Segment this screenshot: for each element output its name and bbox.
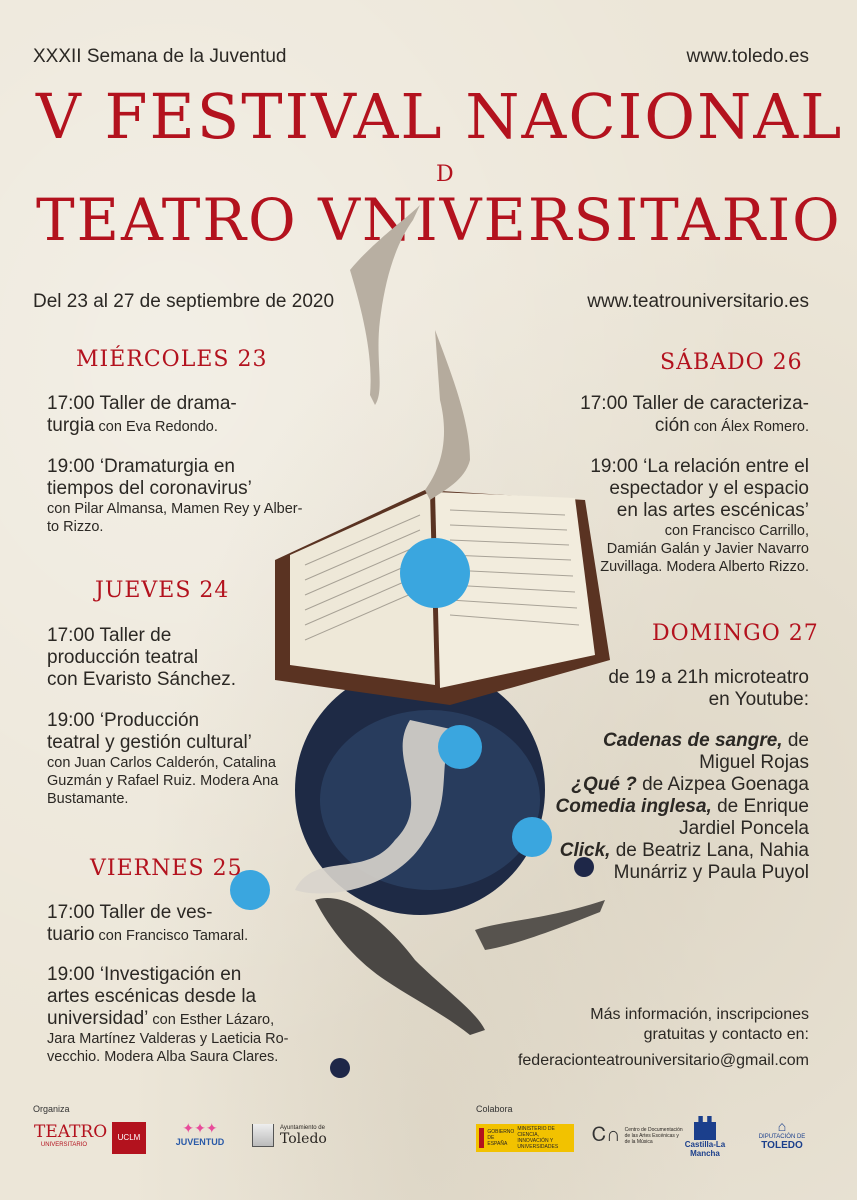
- work-item: Comedia inglesa, de Enrique: [555, 796, 809, 817]
- event-text: turgia con Eva Redondo.: [47, 415, 218, 436]
- event-speakers: con Pilar Almansa, Mamen Rey y Alber-: [47, 501, 303, 517]
- event-speakers: Jara Martínez Valderas y Laeticia Ro-: [47, 1031, 289, 1047]
- event-text: 19:00 ‘Dramaturgia en: [47, 456, 235, 477]
- logo-gobierno-espana: GOBIERNO DE ESPAÑA MINISTERIO DE CIENCIA, INNOVACIÓN Y UNIVERSIDADES: [476, 1124, 574, 1152]
- diver-figure-middle: [425, 330, 470, 500]
- event-wed-1700: [47, 393, 237, 437]
- event-text: de 19 a 21h microteatro: [608, 667, 809, 688]
- edition-label: XXXII Semana de la Juventud: [33, 46, 287, 67]
- castle-icon: [694, 1116, 716, 1140]
- logo-juventud: ✦✦✦ JUVENTUD: [168, 1120, 232, 1147]
- info-text: Más información, inscripciones: [590, 1006, 809, 1023]
- cdaem-icon: Ꮯ∩: [592, 1124, 621, 1146]
- day-heading-sunday: DOMINGO 27: [652, 621, 819, 646]
- event-text: 19:00 ‘Investigación en: [47, 964, 242, 985]
- colabora-label: Colabora: [476, 1104, 513, 1114]
- day-heading-friday: VIERNES 25: [90, 856, 243, 881]
- event-speakers: Bustamante.: [47, 791, 129, 807]
- logo-cdaem: Ꮯ∩ Centro de Documentación de las Artes Escénicas y de la Música: [592, 1124, 683, 1146]
- work-item-author: Jardiel Poncela: [679, 818, 809, 839]
- festival-website[interactable]: www.teatrouniversitario.es: [587, 291, 809, 312]
- contact-email[interactable]: federacionteatrouniversitario@gmail.com: [517, 1052, 809, 1069]
- event-speakers: vecchio. Modera Alba Saura Clares.: [47, 1049, 279, 1065]
- event-text: 19:00 ‘La relación entre el: [590, 456, 809, 477]
- festival-title-de: D: [436, 162, 456, 187]
- event-text: ción con Álex Romero.: [654, 415, 809, 436]
- festival-title-line1: V FESTIVAL NACIONAL: [36, 80, 844, 153]
- day-heading-thursday: JUEVES 24: [95, 578, 230, 603]
- event-sun-microteatro: [608, 667, 809, 711]
- work-item: Cadenas de sangre, de: [603, 730, 809, 751]
- event-speakers: Guzmán y Rafael Ruiz. Modera Ana: [47, 773, 279, 789]
- event-text: 19:00 ‘Producción: [47, 710, 200, 731]
- event-fri-1700: [47, 902, 248, 946]
- event-sat-1900: [590, 456, 809, 576]
- event-sat-1700: [580, 393, 809, 437]
- day-heading-saturday: SÁBADO 26: [660, 350, 803, 375]
- event-text: producción teatral: [47, 647, 199, 668]
- people-icon: ✦✦✦: [182, 1120, 218, 1136]
- collage-illustration: [235, 200, 615, 1070]
- event-text: 17:00 Taller de ves-: [47, 902, 213, 923]
- blue-circle-right: [512, 817, 552, 857]
- event-speakers: con Juan Carlos Calderón, Catalina: [47, 755, 276, 771]
- event-speakers: to Rizzo.: [47, 519, 104, 535]
- scuba-diver-left: [315, 898, 485, 1035]
- event-text: 17:00 Taller de: [47, 625, 172, 646]
- event-speakers: Damián Galán y Javier Navarro: [606, 541, 809, 557]
- event-text: en las artes escénicas’: [616, 500, 809, 521]
- event-text: tuario con Francisco Tamaral.: [47, 924, 249, 945]
- logo-diputacion-toledo: ⌂ DIPUTACIÓN DE TOLEDO: [752, 1118, 812, 1151]
- blue-circle-smoke: [438, 725, 482, 769]
- event-text: artes escénicas desde la: [47, 986, 257, 1007]
- toledo-website[interactable]: www.toledo.es: [686, 46, 809, 67]
- scuba-diver-right: [475, 900, 605, 950]
- event-speakers: con Francisco Carrillo,: [664, 523, 809, 539]
- event-text: teatral y gestión cultural’: [47, 732, 252, 753]
- event-text: en Youtube:: [708, 689, 809, 710]
- logo-uclm: UCLM: [112, 1122, 146, 1154]
- event-text: universidad’ con Esther Lázaro,: [47, 1008, 275, 1029]
- diver-figure-top: [350, 205, 420, 405]
- work-item: Click, de Beatriz Lana, Nahia: [559, 840, 809, 861]
- sunday-works-list: [556, 730, 809, 884]
- work-item: ¿Qué ? de Aizpea Goenaga: [571, 774, 809, 795]
- festival-dates: Del 23 al 27 de septiembre de 2020: [33, 291, 335, 312]
- event-text: tiempos del coronavirus’: [47, 478, 252, 499]
- city-hall-icon: [252, 1124, 274, 1147]
- event-thu-1700: [47, 625, 236, 691]
- navy-circle-bottom: [330, 1058, 350, 1078]
- logo-castilla-la-mancha: Castilla-La Mancha: [672, 1116, 738, 1158]
- festival-title-line2: TEATRO VNIVERSITARIO: [36, 186, 842, 254]
- event-text: 17:00 Taller de drama-: [47, 393, 237, 414]
- organiza-label: Organiza: [33, 1104, 70, 1114]
- work-item-author: Munárriz y Paula Puyol: [613, 862, 809, 883]
- building-icon: ⌂: [777, 1118, 787, 1134]
- logo-teatro-universitario: TEATRO UNIVERSITARIO: [34, 1122, 108, 1148]
- coat-of-arms-icon: [479, 1128, 484, 1148]
- event-wed-1900: [47, 456, 302, 536]
- event-text: espectador y el espacio: [609, 478, 809, 499]
- event-thu-1900: [47, 710, 278, 808]
- event-text: con Evaristo Sánchez.: [47, 669, 237, 690]
- work-item-author: Miguel Rojas: [699, 752, 809, 773]
- more-info: [518, 1005, 809, 1071]
- day-heading-wednesday: MIÉRCOLES 23: [76, 347, 268, 372]
- event-speakers: Zuvillaga. Modera Alberto Rizzo.: [600, 559, 809, 575]
- info-text: gratuitas y contacto en:: [643, 1026, 809, 1043]
- logo-ayuntamiento-toledo: Ayuntamiento de Toledo: [252, 1124, 327, 1147]
- event-fri-1900: [47, 964, 289, 1066]
- event-text: 17:00 Taller de caracteriza-: [580, 393, 809, 414]
- blue-circle-book: [400, 538, 470, 608]
